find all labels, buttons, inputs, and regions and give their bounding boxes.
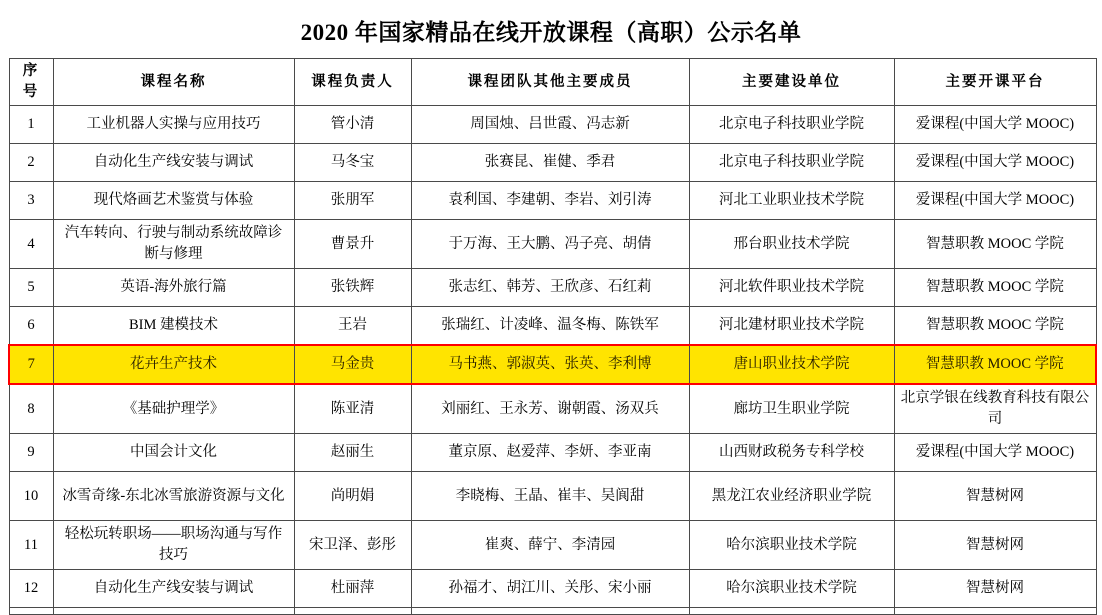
table-cell-platform: 爱课程(中国大学 MOOC) — [894, 182, 1096, 220]
table-cell-members: 马书燕、郭淑英、张英、李利博 — [411, 345, 689, 384]
table-row — [9, 307, 1096, 346]
table-cell-no: 1 — [9, 106, 53, 144]
table-cell-no: 12 — [9, 570, 53, 608]
table-cell-no: 6 — [9, 307, 53, 346]
table-cell-members: 周国烛、吕世霞、冯志新 — [411, 106, 689, 144]
table-cell-members: 董京原、赵爱萍、李妍、李亚南 — [411, 434, 689, 472]
table-cell-unit: 廊坊卫生职业学院 — [689, 384, 894, 434]
table-cell-unit: 山西财政税务专科学校 — [689, 434, 894, 472]
table-cell-course: 冰雪奇缘-东北冰雪旅游资源与文化 — [53, 472, 294, 521]
table-cell-leader: 陈亚清 — [294, 384, 411, 434]
page-title: 2020 年国家精品在线开放课程（高职）公示名单 — [300, 20, 802, 45]
table-cell-members: 于万海、王大鹏、冯子亮、胡倩 — [411, 220, 689, 269]
table-row — [9, 570, 1096, 608]
table-row — [9, 269, 1096, 307]
table-row — [9, 472, 1096, 521]
table-cell-unit: 河北软件职业技术学院 — [689, 269, 894, 307]
table-row — [9, 434, 1096, 472]
table-cell-no: 7 — [9, 345, 53, 384]
table-cell-leader: 杜丽萍 — [294, 570, 411, 608]
table-cell-platform: 北京学银在线教育科技有限公司 — [894, 384, 1096, 434]
table-cell-course: 中国会计文化 — [53, 434, 294, 472]
table-cell-course: 轻松玩转职场——职场沟通与写作技巧 — [53, 521, 294, 570]
table-cell-unit: 哈尔滨职业技术学院 — [689, 570, 894, 608]
table-cell-platform: 智慧树网 — [894, 472, 1096, 521]
table-cell-course: 汽车转向、行驶与制动系统故障诊断与修理 — [53, 220, 294, 269]
column-header-platform: 主要开课平台 — [894, 59, 1096, 106]
table-row — [9, 106, 1096, 144]
table-cell-members: 李晓梅、王晶、崔丰、吴阆甜 — [411, 472, 689, 521]
table-cell-platform: 智慧职教 MOOC 学院 — [894, 345, 1096, 384]
table-cell-members: 袁利国、李建朝、李岩、刘引涛 — [411, 182, 689, 220]
table-cell-no: 8 — [9, 384, 53, 434]
table-cell-course: BIM 建模技术 — [53, 307, 294, 346]
table-cell-leader: 王岩 — [294, 307, 411, 346]
table-cell-members: 崔爽、薛宁、李清园 — [411, 521, 689, 570]
course-table — [8, 58, 1097, 615]
table-cell-course: 自动化生产线安装与调试 — [53, 144, 294, 182]
table-row — [9, 220, 1096, 269]
table-cell-unit: 河北工业职业技术学院 — [689, 182, 894, 220]
table-cell-unit: 河北建材职业技术学院 — [689, 307, 894, 346]
table-cell-members: 张志红、韩芳、王欣彦、石红莉 — [411, 269, 689, 307]
table-cell-members: 刘丽红、王永芳、谢朝霞、汤双兵 — [411, 384, 689, 434]
table-cell-unit: 邢台职业技术学院 — [689, 220, 894, 269]
table-cell-platform: 爱课程(中国大学 MOOC) — [894, 434, 1096, 472]
table-cell-leader: 张铁辉 — [294, 269, 411, 307]
table-cell-no: 3 — [9, 182, 53, 220]
table-row — [9, 182, 1096, 220]
table-cell-course: 现代烙画艺术鉴赏与体验 — [53, 182, 294, 220]
table-cell-platform: 爱课程(中国大学 MOOC) — [894, 106, 1096, 144]
table-row — [9, 384, 1096, 434]
table-cell-platform: 智慧树网 — [894, 570, 1096, 608]
table-cell-platform: 爱课程(中国大学 MOOC) — [894, 144, 1096, 182]
table-cell-course: 《基础护理学》 — [53, 384, 294, 434]
table-cell-platform: 智慧职教 MOOC 学院 — [894, 307, 1096, 346]
table-cell-course: 自动化生产线安装与调试 — [53, 570, 294, 608]
table-cell-no: 11 — [9, 521, 53, 570]
column-header-leader: 课程负责人 — [294, 59, 411, 106]
table-cell-no: 9 — [9, 434, 53, 472]
table-cell-leader: 管小清 — [294, 106, 411, 144]
table-cell-empty — [894, 608, 1096, 615]
table-cell-no: 4 — [9, 220, 53, 269]
table-cell-empty — [689, 608, 894, 615]
table-cell-leader: 张朋军 — [294, 182, 411, 220]
document-page — [0, 14, 1102, 597]
table-cell-unit: 哈尔滨职业技术学院 — [689, 521, 894, 570]
column-header-no: 序号 — [9, 59, 53, 106]
table-cell-course: 花卉生产技术 — [53, 345, 294, 384]
table-row-highlighted — [9, 345, 1096, 384]
table-row-partial — [9, 608, 1096, 615]
table-cell-unit: 北京电子科技职业学院 — [689, 106, 894, 144]
table-cell-leader: 马金贵 — [294, 345, 411, 384]
table-cell-no: 2 — [9, 144, 53, 182]
table-cell-unit: 黑龙江农业经济职业学院 — [689, 472, 894, 521]
table-cell-leader: 宋卫泽、彭彤 — [294, 521, 411, 570]
table-cell-course: 工业机器人实操与应用技巧 — [53, 106, 294, 144]
table-cell-members: 张赛昆、崔健、季君 — [411, 144, 689, 182]
table-cell-leader: 曹景升 — [294, 220, 411, 269]
table-cell-leader: 马冬宝 — [294, 144, 411, 182]
table-cell-leader: 赵丽生 — [294, 434, 411, 472]
table-cell-leader: 尚明娟 — [294, 472, 411, 521]
column-header-unit: 主要建设单位 — [689, 59, 894, 106]
table-cell-empty — [9, 608, 53, 615]
column-header-members: 课程团队其他主要成员 — [411, 59, 689, 106]
table-row — [9, 144, 1096, 182]
table-cell-empty — [53, 608, 294, 615]
table-cell-course: 英语-海外旅行篇 — [53, 269, 294, 307]
table-cell-no: 10 — [9, 472, 53, 521]
table-cell-empty — [411, 608, 689, 615]
table-cell-platform: 智慧职教 MOOC 学院 — [894, 220, 1096, 269]
table-cell-empty — [294, 608, 411, 615]
table-cell-unit: 北京电子科技职业学院 — [689, 144, 894, 182]
table-row — [9, 521, 1096, 570]
table-cell-no: 5 — [9, 269, 53, 307]
table-cell-unit: 唐山职业技术学院 — [689, 345, 894, 384]
column-header-course: 课程名称 — [53, 59, 294, 106]
table-cell-members: 张瑞红、计凌峰、温冬梅、陈铁军 — [411, 307, 689, 346]
table-cell-platform: 智慧树网 — [894, 521, 1096, 570]
table-cell-members: 孙福才、胡江川、关彤、宋小丽 — [411, 570, 689, 608]
table-cell-platform: 智慧职教 MOOC 学院 — [894, 269, 1096, 307]
table-header-row — [9, 59, 1096, 106]
